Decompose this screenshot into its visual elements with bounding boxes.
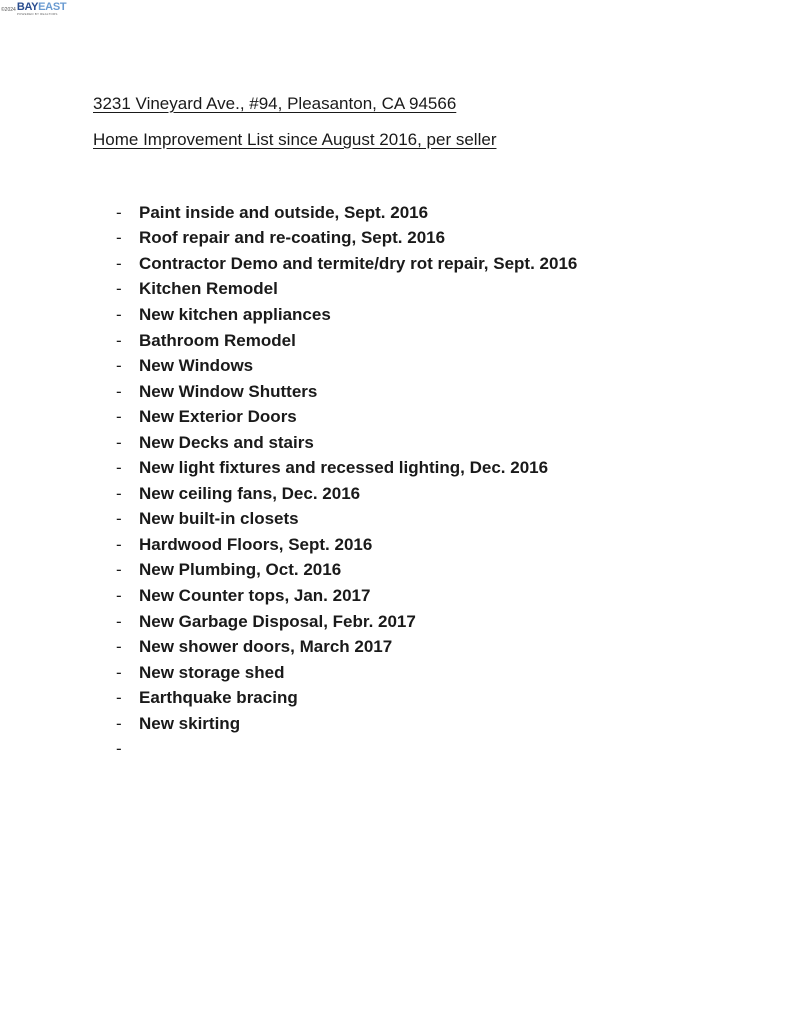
bullet-dash: - xyxy=(116,253,122,273)
bullet-dash: - xyxy=(116,560,122,580)
bullet-dash: - xyxy=(116,458,122,478)
logo-tagline: POWERED BY REALTORS xyxy=(16,12,58,16)
bullet-dash: - xyxy=(116,228,122,248)
list-item xyxy=(116,532,577,558)
list-item xyxy=(116,634,577,660)
list-item xyxy=(116,200,577,226)
bullet-dash: - xyxy=(116,356,122,376)
bullet-dash: - xyxy=(116,611,122,631)
bullet-dash: - xyxy=(116,407,122,427)
bullet-dash: - xyxy=(116,585,122,605)
list-item-text: New shower doors, March 2017 xyxy=(139,637,393,657)
bullet-dash: - xyxy=(116,304,122,324)
list-item-text: New Garbage Disposal, Febr. 2017 xyxy=(139,611,416,631)
bullet-dash: - xyxy=(116,509,122,529)
list-item-text: New built-in closets xyxy=(139,509,299,529)
list-item xyxy=(116,583,577,609)
list-item xyxy=(116,711,577,737)
list-item xyxy=(116,277,577,303)
improvement-list xyxy=(116,200,577,762)
list-item-text: New kitchen appliances xyxy=(139,304,331,324)
list-item xyxy=(116,660,577,686)
list-item-text: Contractor Demo and termite/dry rot repair, Sept. 2016 xyxy=(139,253,578,273)
bullet-dash: - xyxy=(116,688,122,708)
list-item xyxy=(116,379,577,405)
bayeast-logo xyxy=(1,2,66,16)
list-item xyxy=(116,455,577,481)
bullet-dash: - xyxy=(116,662,122,682)
list-item-text: New Exterior Doors xyxy=(139,407,297,427)
bullet-dash: - xyxy=(116,739,122,759)
list-item-text: New Window Shutters xyxy=(139,381,318,401)
list-item-text: New ceiling fans, Dec. 2016 xyxy=(139,483,361,503)
copyright-mark: ©2024 xyxy=(1,7,16,13)
list-item xyxy=(116,685,577,711)
list-item-text: New storage shed xyxy=(139,662,285,682)
list-item-text: Roof repair and re-coating, Sept. 2016 xyxy=(139,228,446,248)
logo-brand xyxy=(17,2,66,16)
list-item xyxy=(116,251,577,277)
list-item-text: New skirting xyxy=(139,713,241,733)
bullet-dash: - xyxy=(116,381,122,401)
bullet-dash: - xyxy=(116,534,122,554)
property-address: 3231 Vineyard Ave., #94, Pleasanton, CA 94566 xyxy=(93,94,457,113)
list-item xyxy=(116,226,577,252)
list-item-text: Hardwood Floors, Sept. 2016 xyxy=(139,534,373,554)
bullet-dash: - xyxy=(116,483,122,503)
list-item-text: New Windows xyxy=(139,356,254,376)
list-item xyxy=(116,507,577,533)
list-item xyxy=(116,558,577,584)
list-item-text: Earthquake bracing xyxy=(139,688,298,708)
bullet-dash: - xyxy=(116,202,122,222)
list-item xyxy=(116,481,577,507)
document-subtitle: Home Improvement List since August 2016, per seller xyxy=(93,130,497,149)
bullet-dash: - xyxy=(116,330,122,350)
list-item-text: Paint inside and outside, Sept. 2016 xyxy=(139,202,429,222)
list-item xyxy=(116,328,577,354)
list-item-text: Kitchen Remodel xyxy=(139,279,278,299)
list-item xyxy=(116,430,577,456)
list-item-text: New light fixtures and recessed lighting, Dec. 2016 xyxy=(139,458,549,478)
list-item-text: Bathroom Remodel xyxy=(139,330,296,350)
bullet-dash: - xyxy=(116,279,122,299)
list-item xyxy=(116,353,577,379)
bullet-dash: - xyxy=(116,713,122,733)
list-item xyxy=(116,302,577,328)
list-item xyxy=(116,609,577,635)
logo-word-bay: BAY xyxy=(16,1,39,13)
list-item xyxy=(116,736,577,762)
list-item xyxy=(116,404,577,430)
bullet-dash: - xyxy=(116,432,122,452)
bullet-dash: - xyxy=(116,637,122,657)
list-item-text: New Plumbing, Oct. 2016 xyxy=(139,560,342,580)
logo-word-east: EAST xyxy=(38,1,67,13)
list-item-text: New Decks and stairs xyxy=(139,432,314,452)
list-item-text: New Counter tops, Jan. 2017 xyxy=(139,585,371,605)
logo-wordmark xyxy=(17,2,66,12)
